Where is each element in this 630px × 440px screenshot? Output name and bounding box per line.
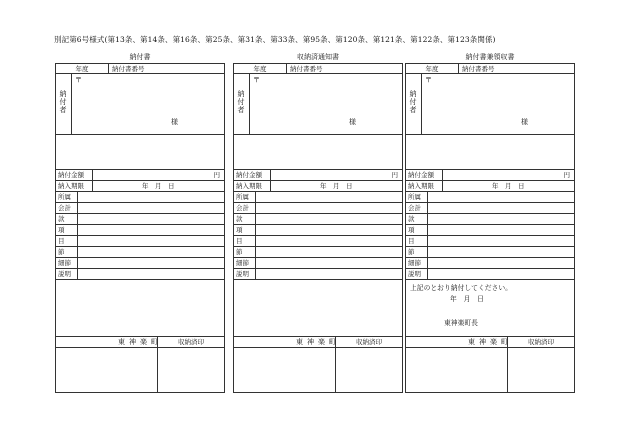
- amount-label: 納付金額: [408, 171, 434, 179]
- form-style-header: 別記第6号様式(第13条、第14条、第16条、第25条、第31条、第33条、第95条、第120条、第121条、第122条、第123条関係): [54, 35, 496, 44]
- stamp-box: [157, 337, 224, 392]
- deadline-row: [56, 181, 224, 192]
- amount-label: 納付金額: [58, 171, 84, 179]
- account-row: [234, 203, 402, 214]
- payment-number-label: 納付書番号: [112, 65, 145, 73]
- setsu-row: [56, 247, 224, 258]
- kou-row: [234, 225, 402, 236]
- explanation-row: [56, 269, 224, 280]
- form-column: [55, 52, 225, 393]
- deadline-date: 年 月 日: [492, 182, 525, 190]
- note-date: 年 月 日: [450, 295, 484, 303]
- moku-label: 目: [58, 237, 65, 245]
- postal-mark: 〒: [253, 76, 260, 84]
- fiscal-year-label: 年度: [253, 65, 267, 73]
- payer-label: 納付者: [409, 90, 417, 114]
- fiscal-year-label: 年度: [425, 65, 439, 73]
- explanation-label: 説明: [58, 270, 71, 278]
- postal-mark: 〒: [75, 76, 82, 84]
- honorific-label: 様: [521, 118, 528, 126]
- payer-label: 納付者: [237, 90, 245, 114]
- form-title: 納付書兼領収書: [465, 53, 515, 61]
- amount-label: 納付金額: [236, 171, 262, 179]
- dept-label: 所属: [58, 193, 71, 201]
- kou-label: 項: [58, 226, 65, 234]
- saisetsu-row: [406, 258, 574, 269]
- kou-row: [56, 225, 224, 236]
- saisetsu-row: [56, 258, 224, 269]
- setsu-label: 節: [58, 248, 65, 256]
- blank-area: [406, 135, 574, 170]
- saisetsu-label: 細節: [58, 259, 71, 267]
- deadline-row: [234, 181, 402, 192]
- payer-address-area: [234, 74, 402, 135]
- stamp-area: [56, 337, 224, 392]
- moku-label: 目: [408, 237, 415, 245]
- town-name: 東神楽町: [296, 338, 340, 346]
- payment-instruction-text: 上記のとおり納付してください。: [410, 284, 512, 292]
- account-label: 会計: [408, 204, 421, 212]
- dept-row: [56, 192, 224, 203]
- deadline-date: 年 月 日: [320, 182, 353, 190]
- dept-label: 所属: [236, 193, 249, 201]
- blank-area: [234, 135, 402, 170]
- deadline-label: 納入期限: [58, 182, 84, 190]
- amount-row: [234, 170, 402, 181]
- mayor-name: 東神楽町長: [444, 319, 478, 327]
- kan-label: 款: [236, 215, 243, 223]
- postal-mark: 〒: [425, 76, 432, 84]
- saisetsu-label: 細節: [236, 259, 249, 267]
- header-row: [406, 64, 574, 74]
- yen-unit: 円: [391, 171, 398, 179]
- town-name: 東神楽町: [468, 338, 512, 346]
- amount-row: [56, 170, 224, 181]
- form-frame: [233, 63, 403, 393]
- setsu-label: 節: [236, 248, 243, 256]
- explanation-row: [406, 269, 574, 280]
- payment-number-label: 納付書番号: [462, 65, 495, 73]
- account-label: 会計: [58, 204, 71, 212]
- moku-row: [406, 236, 574, 247]
- account-row: [56, 203, 224, 214]
- setsu-row: [406, 247, 574, 258]
- header-row: [234, 64, 402, 74]
- header-row: [56, 64, 224, 74]
- kan-row: [406, 214, 574, 225]
- form-title: 納付書: [129, 53, 151, 61]
- moku-row: [56, 236, 224, 247]
- yen-unit: 円: [563, 171, 570, 179]
- explanation-label: 説明: [408, 270, 421, 278]
- stamp-label: 収納済印: [508, 337, 574, 348]
- dept-label: 所属: [408, 193, 421, 201]
- fiscal-year-label: 年度: [75, 65, 89, 73]
- deadline-date: 年 月 日: [142, 182, 175, 190]
- kou-row: [406, 225, 574, 236]
- note-area: [234, 280, 402, 336]
- form-title: 収納済通知書: [297, 53, 339, 61]
- kou-label: 項: [408, 226, 415, 234]
- payer-address-area: [56, 74, 224, 135]
- note-area: [56, 280, 224, 336]
- account-label: 会計: [236, 204, 249, 212]
- kan-label: 款: [58, 215, 65, 223]
- kan-label: 款: [408, 215, 415, 223]
- town-name: 東神楽町: [118, 338, 162, 346]
- yen-unit: 円: [213, 171, 220, 179]
- payer-label: 納付者: [59, 90, 67, 114]
- saisetsu-label: 細節: [408, 259, 421, 267]
- amount-row: [406, 170, 574, 181]
- explanation-label: 説明: [236, 270, 249, 278]
- kan-row: [234, 214, 402, 225]
- dept-row: [234, 192, 402, 203]
- stamp-label: 収納済印: [158, 337, 224, 348]
- stamp-box: [335, 337, 402, 392]
- explanation-row: [234, 269, 402, 280]
- stamp-label: 収納済印: [336, 337, 402, 348]
- deadline-label: 納入期限: [236, 182, 262, 190]
- deadline-label: 納入期限: [408, 182, 434, 190]
- honorific-label: 様: [349, 118, 356, 126]
- saisetsu-row: [234, 258, 402, 269]
- form-frame: [55, 63, 225, 393]
- stamp-area: [234, 337, 402, 392]
- form-column: [233, 52, 403, 393]
- setsu-row: [234, 247, 402, 258]
- moku-label: 目: [236, 237, 243, 245]
- blank-area: [56, 135, 224, 170]
- payer-address-area: [406, 74, 574, 135]
- note-area: [406, 280, 574, 336]
- honorific-label: 様: [171, 118, 178, 126]
- dept-row: [406, 192, 574, 203]
- moku-row: [234, 236, 402, 247]
- form-frame: [405, 63, 575, 393]
- account-row: [406, 203, 574, 214]
- deadline-row: [406, 181, 574, 192]
- kou-label: 項: [236, 226, 243, 234]
- stamp-area: [406, 337, 574, 392]
- payment-number-label: 納付書番号: [290, 65, 323, 73]
- kan-row: [56, 214, 224, 225]
- setsu-label: 節: [408, 248, 415, 256]
- form-column: [405, 52, 575, 393]
- stamp-box: [507, 337, 574, 392]
